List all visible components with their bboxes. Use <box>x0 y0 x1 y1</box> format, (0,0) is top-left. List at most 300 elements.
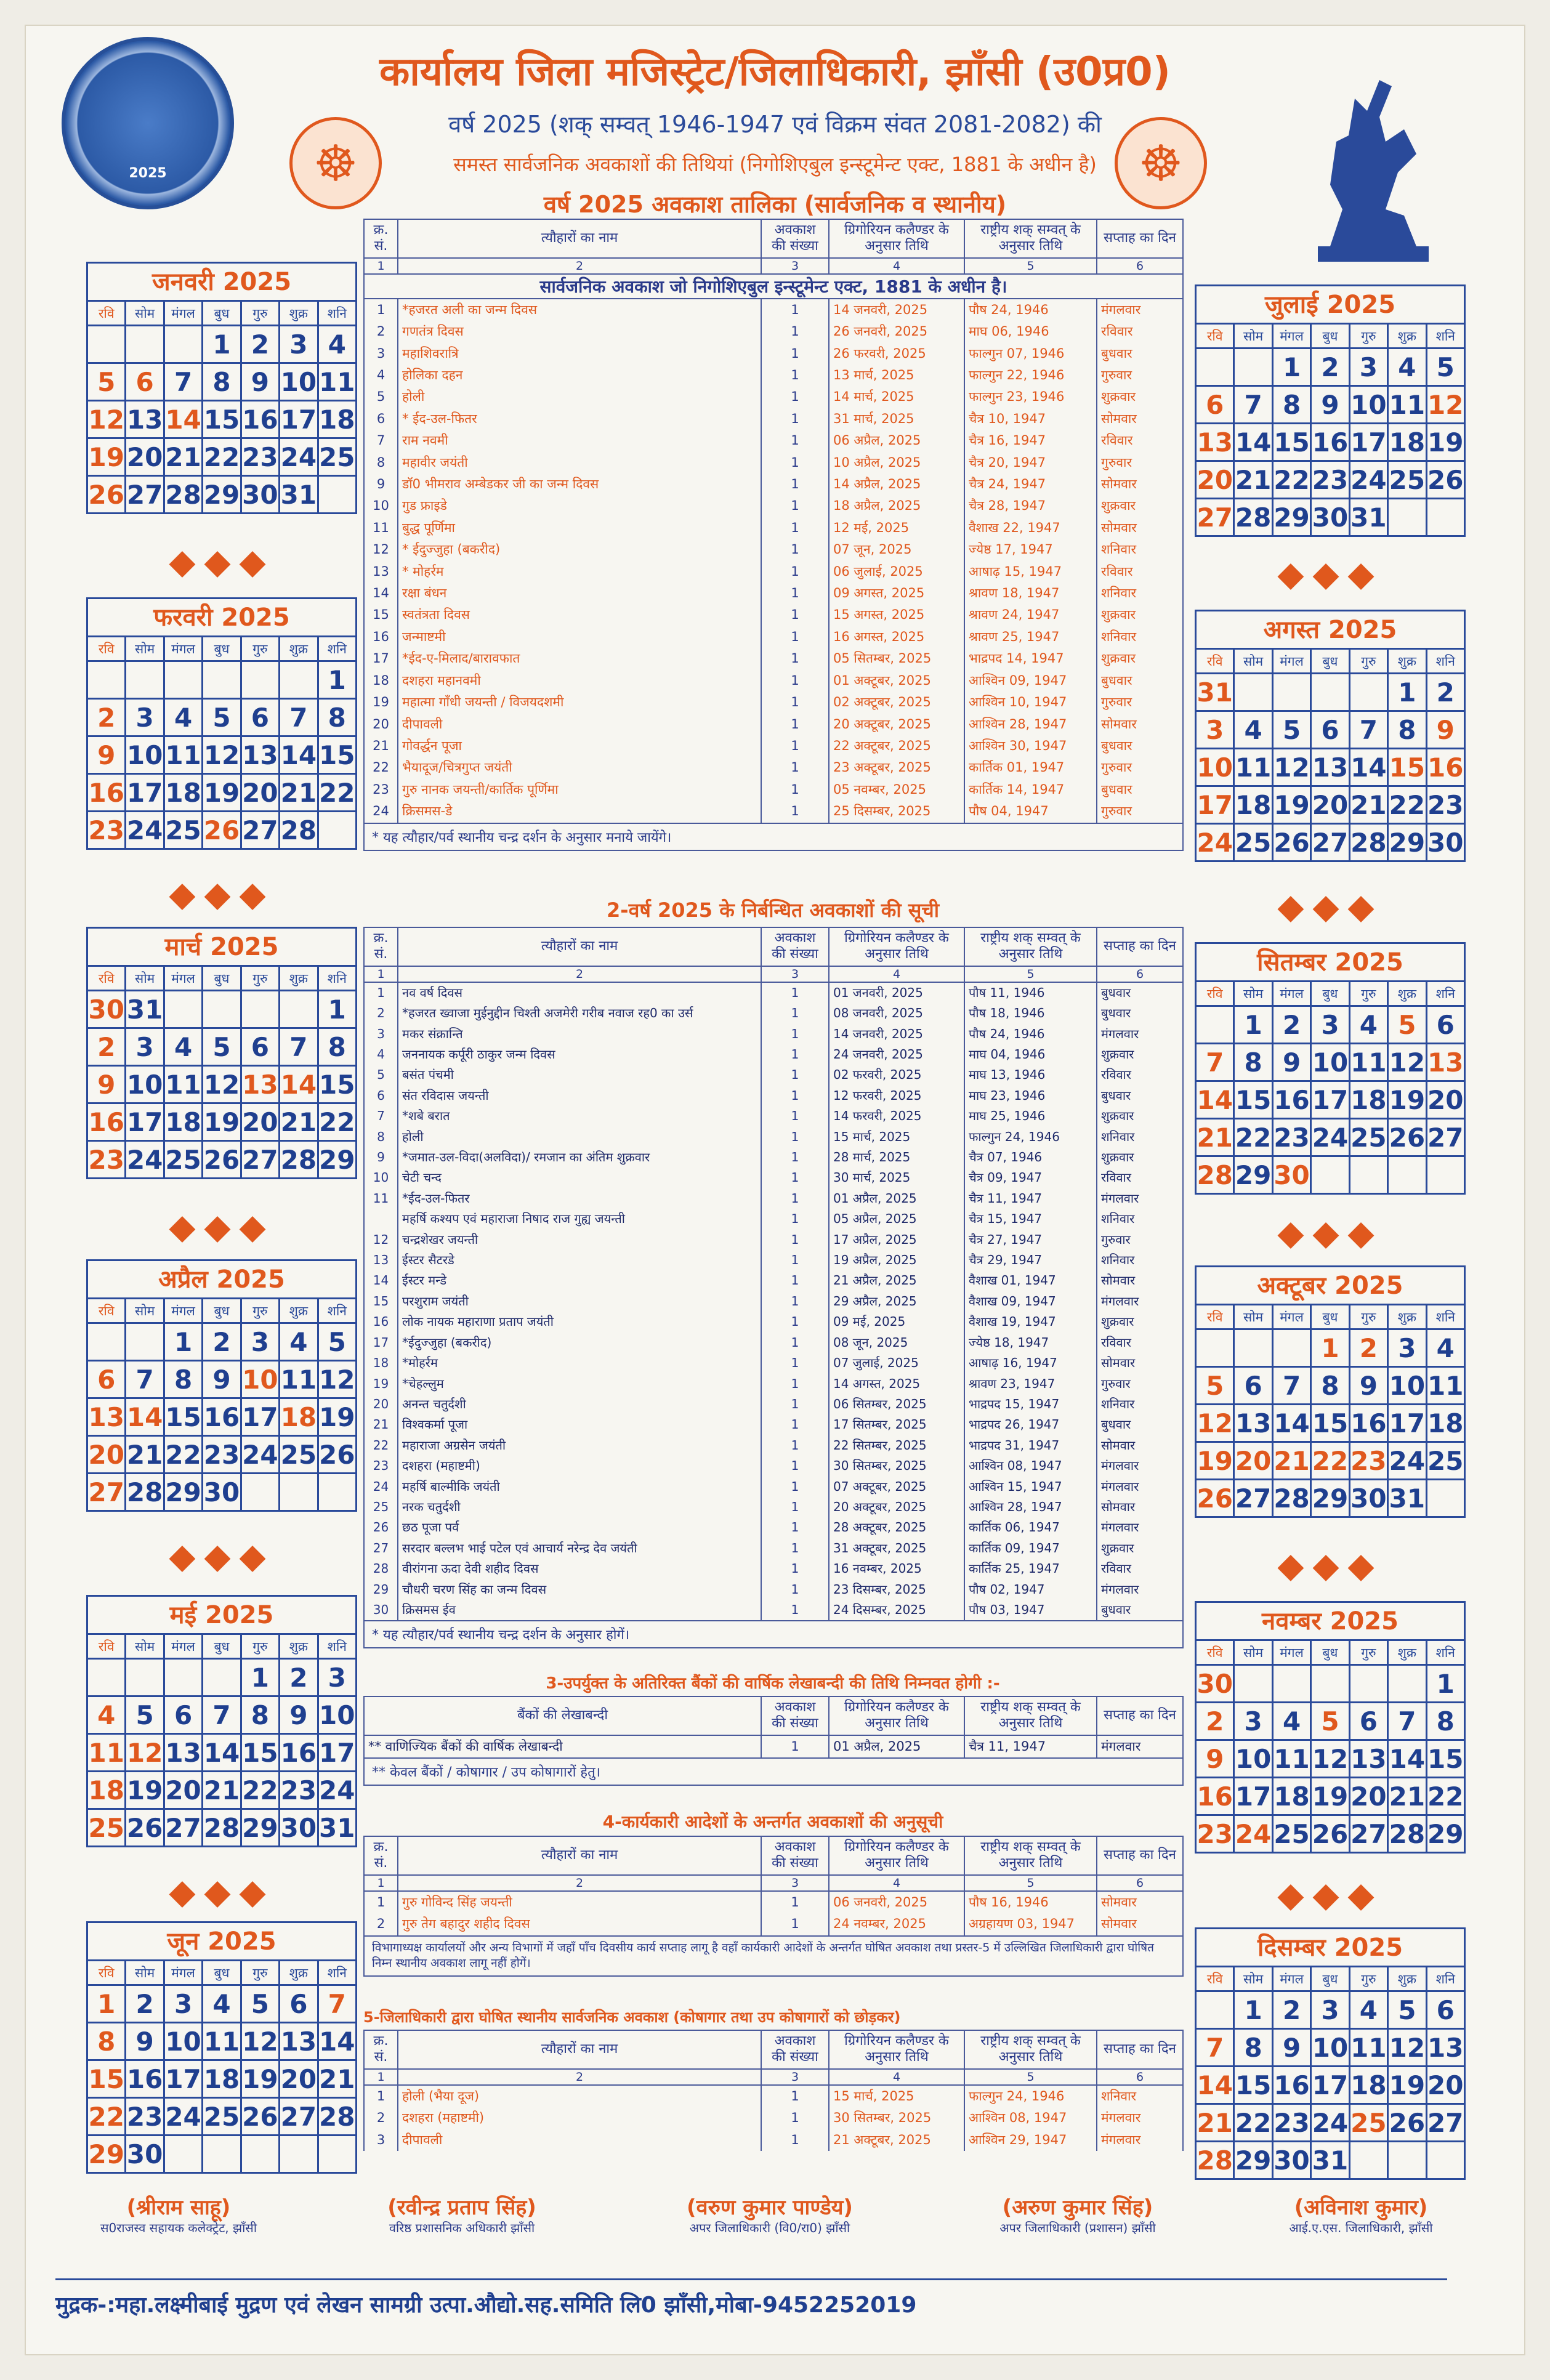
month-calendar <box>86 1259 357 1512</box>
table-row <box>364 430 1183 451</box>
col-header: ग्रिगोरियन कलैण्डर के अनुसार तिथि <box>829 927 964 966</box>
col-index: 2 <box>398 2069 761 2085</box>
calendar-day: 31 <box>1388 1480 1426 1517</box>
table-cell: 02 फरवरी, 2025 <box>829 1065 964 1085</box>
calendar-day: 1 <box>241 1659 279 1696</box>
table-cell: 26 जनवरी, 2025 <box>829 321 964 342</box>
calendar-day: 31 <box>126 991 164 1028</box>
diamond-ornament-icon: ◆◆◆ <box>1277 887 1383 927</box>
table-cell: 10 <box>364 495 398 517</box>
table-cell: 1 <box>761 1394 829 1414</box>
signatory-name: (रवीन्द्र प्रताप सिंह) <box>387 2195 536 2220</box>
table-cell: गुड फ्राइडे <box>398 495 761 517</box>
calendar-day: 3 <box>1311 1006 1349 1044</box>
calendar-day: 5 <box>1388 1006 1426 1044</box>
col-header: राष्ट्रीय शक् सम्वत् के अनुसार तिथि <box>964 219 1097 258</box>
calendar-day: 17 <box>1311 1081 1349 1119</box>
table-cell: 22 सितम्बर, 2025 <box>829 1435 964 1456</box>
calendar-day: 5 <box>126 1696 164 1734</box>
table-cell: 2 <box>364 2107 398 2129</box>
signatory <box>49 2192 308 2236</box>
table-cell: 1 <box>761 1147 829 1168</box>
calendar-day: 11 <box>1234 749 1272 786</box>
table-cell: फाल्गुन 24, 1946 <box>964 2085 1097 2107</box>
calendar-day: 4 <box>280 1323 318 1361</box>
calendar-day <box>1388 1665 1426 1703</box>
calendar-day: 10 <box>318 1696 356 1734</box>
table-cell: मंगलवार <box>1097 2129 1183 2151</box>
calendar-day: 20 <box>241 774 279 812</box>
weekday-label: गुरु <box>1349 1967 1387 1991</box>
calendar-day: 1 <box>318 661 356 699</box>
calendar-day: 11 <box>1349 2029 1387 2067</box>
table-cell: शुक्रवार <box>1097 1538 1183 1559</box>
table-cell: फाल्गुन 23, 1946 <box>964 386 1097 408</box>
calendar-day: 19 <box>1388 1081 1426 1119</box>
table-cell: पौष 16, 1946 <box>964 1891 1097 1913</box>
calendar-day <box>280 991 318 1028</box>
calendar-day <box>1388 2142 1426 2179</box>
table-cell: 23 अक्टूबर, 2025 <box>829 757 964 778</box>
calendar-day: 1 <box>164 1323 202 1361</box>
calendar-day: 2 <box>280 1659 318 1696</box>
calendar-day: 7 <box>164 363 202 401</box>
calendar-day <box>87 326 126 363</box>
table-cell: महर्षि बाल्मीकि जयंती <box>398 1477 761 1497</box>
table-cell: 5 <box>364 1065 398 1085</box>
calendar-day: 8 <box>318 699 356 736</box>
table-cell: गुरुवार <box>1097 365 1183 386</box>
weekday-label: बुध <box>1311 649 1349 674</box>
table-cell: 29 अप्रैल, 2025 <box>829 1291 964 1312</box>
table-cell: 14 फरवरी, 2025 <box>829 1106 964 1126</box>
weekday-label: मंगल <box>164 966 202 991</box>
calendar-day: 28 <box>164 476 202 514</box>
table-cell: 1 <box>761 1127 829 1147</box>
table-cell: गुरुवार <box>1097 801 1183 823</box>
table-cell: 1 <box>364 1891 398 1913</box>
table-cell: 2 <box>364 1003 398 1023</box>
table-cell: गुरु तेग बहादुर शहीद दिवस <box>398 1913 761 1935</box>
calendar-day: 6 <box>1426 1991 1464 2029</box>
weekday-label: मंगल <box>1272 1640 1310 1665</box>
calendar-day: 28 <box>280 1141 318 1179</box>
calendar-day: 13 <box>126 401 164 438</box>
table-row <box>364 1394 1183 1414</box>
calendar-day: 2 <box>1196 1703 1234 1740</box>
table-cell: 20 अक्टूबर, 2025 <box>829 1497 964 1517</box>
col-index: 6 <box>1097 966 1183 982</box>
diamond-ornament-icon: ◆◆◆ <box>169 1872 275 1912</box>
table-row <box>364 1188 1183 1209</box>
table-cell: जननायक कर्पूरी ठाकुर जन्म दिवस <box>398 1044 761 1065</box>
table-cell: भाद्रपद 31, 1947 <box>964 1435 1097 1456</box>
calendar-day: 25 <box>1426 1442 1464 1480</box>
calendar-day: 20 <box>1196 461 1234 499</box>
table-row <box>364 1003 1183 1023</box>
table-row <box>364 1147 1183 1168</box>
calendar-day <box>241 1474 279 1511</box>
col-header: ग्रिगोरियन कलैण्डर के अनुसार तिथि <box>829 219 964 258</box>
table-cell: चैत्र 20, 1947 <box>964 452 1097 474</box>
calendar-day: 12 <box>1196 1405 1234 1442</box>
calendar-day: 1 <box>1388 674 1426 711</box>
calendar-day: 9 <box>280 1696 318 1734</box>
table-cell: 10 <box>364 1168 398 1188</box>
table-cell: रविवार <box>1097 1065 1183 1085</box>
calendar-day <box>164 661 202 699</box>
act-subtitle: समस्त सार्वजनिक अवकाशों की तिथियां (निगोशिएबुल इन्स्टूमेन्ट एक्ट, 1881 के अधीन है) <box>453 153 1097 176</box>
table-cell: पौष 24, 1946 <box>964 1024 1097 1044</box>
table-cell: होली (भैया दूज) <box>398 2085 761 2107</box>
calendar-day <box>1388 1156 1426 1194</box>
table-cell: 28 अक्टूबर, 2025 <box>829 1517 964 1538</box>
calendar-day: 5 <box>1311 1703 1349 1740</box>
table-row <box>364 1538 1183 1559</box>
table-cell: 14 जनवरी, 2025 <box>829 1024 964 1044</box>
table-cell: 1 <box>761 343 829 365</box>
calendar-day: 29 <box>1234 2142 1272 2179</box>
calendar-day: 13 <box>87 1398 126 1436</box>
table-cell: *जमात-उल-विदा(अलविदा)/ रमजान का अंतिम शुक्रवार <box>398 1147 761 1168</box>
calendar-day: 25 <box>1234 824 1272 861</box>
table-cell: शुक्रवार <box>1097 495 1183 517</box>
table-cell: वैशाख 09, 1947 <box>964 1291 1097 1312</box>
table-cell: 1 <box>761 1188 829 1209</box>
calendar-day: 29 <box>1234 1156 1272 1194</box>
calendar-day: 14 <box>280 736 318 774</box>
calendar-day <box>1234 1665 1272 1703</box>
table-cell: पौष 11, 1946 <box>964 982 1097 1003</box>
table-row <box>364 1044 1183 1065</box>
table-cell: 1 <box>761 1044 829 1065</box>
table-cell: 23 <box>364 779 398 801</box>
table-cell: 1 <box>761 408 829 430</box>
table-cell: 1 <box>761 299 829 321</box>
calendar-day <box>318 476 356 514</box>
calendar-day: 7 <box>203 1696 241 1734</box>
calendar-day: 14 <box>318 2023 356 2060</box>
table-cell: 1 <box>761 495 829 517</box>
calendar-day: 4 <box>1349 1006 1387 1044</box>
table-cell: 27 <box>364 1538 398 1559</box>
calendar-day: 6 <box>1426 1006 1464 1044</box>
table-cell: 07 जुलाई, 2025 <box>829 1353 964 1373</box>
table-cell: बुधवार <box>1097 1600 1183 1621</box>
calendar-day: 30 <box>280 1809 318 1847</box>
table-cell: 21 <box>364 1414 398 1435</box>
calendar-day: 9 <box>203 1361 241 1398</box>
calendar-day: 13 <box>241 1066 279 1103</box>
calendar-day: 5 <box>87 363 126 401</box>
weekday-label: शुक्र <box>280 301 318 326</box>
table-cell: *ईद-उल-फितर <box>398 1188 761 1209</box>
calendar-day: 10 <box>164 2023 202 2060</box>
calendar-day: 5 <box>203 699 241 736</box>
table-cell: 24 जनवरी, 2025 <box>829 1044 964 1065</box>
calendar-day: 27 <box>1426 2104 1464 2142</box>
table-cell: मंगलवार <box>1097 1735 1183 1758</box>
table-cell: 8 <box>364 452 398 474</box>
calendar-day: 1 <box>1234 1991 1272 2029</box>
calendar-day: 15 <box>1234 1081 1272 1119</box>
calendar-day: 17 <box>1311 2067 1349 2104</box>
weekday-label: सोम <box>126 1299 164 1323</box>
public-holiday-table <box>363 219 1182 851</box>
table-cell: 5 <box>364 386 398 408</box>
calendar-day: 23 <box>1349 1442 1387 1480</box>
table-cell: 16 अगस्त, 2025 <box>829 626 964 648</box>
signatory-designation: स0राजस्व सहायक कलेक्ट्रेट, झाँसी <box>100 2221 257 2235</box>
calendar-day: 28 <box>1196 1156 1234 1194</box>
calendar-day: 14 <box>164 401 202 438</box>
table-cell: 1 <box>761 1270 829 1291</box>
calendar-day: 25 <box>1272 1815 1310 1853</box>
calendar-day: 24 <box>1311 1119 1349 1156</box>
calendar-day: 7 <box>126 1361 164 1398</box>
table-row <box>364 1127 1183 1147</box>
weekday-label: सोम <box>1234 324 1272 349</box>
calendar-day: 11 <box>1426 1367 1464 1405</box>
col-header: त्यौहारों का नाम <box>398 2030 761 2069</box>
calendar-day: 15 <box>203 401 241 438</box>
calendar-day: 21 <box>1349 786 1387 824</box>
calendar-day: 19 <box>87 438 126 476</box>
table-cell: 9 <box>364 1147 398 1168</box>
calendar-day: 21 <box>280 1103 318 1141</box>
section-title: 3-उपर्युक्त के अतिरिक्त बैंकों की वार्षिक लेखाबन्दी की तिथि निम्नवत होगी :- <box>546 1674 1000 1693</box>
calendar-day: 8 <box>1272 386 1310 424</box>
table-cell: मंगलवार <box>1097 1579 1183 1600</box>
table-cell: 1 <box>761 1913 829 1935</box>
calendar-day: 6 <box>164 1696 202 1734</box>
bank-closing-table <box>363 1669 1182 1786</box>
month-title: अप्रैल 2025 <box>86 1259 357 1297</box>
footnote: * यह त्यौहार/पर्व स्थानीय चन्द्र दर्शन के अनुसार मनाये जायेंगे। <box>364 823 1183 850</box>
calendar-day: 1 <box>203 326 241 363</box>
calendar-day: 29 <box>1311 1480 1349 1517</box>
col-header: त्यौहारों का नाम <box>398 927 761 966</box>
calendar-day: 27 <box>87 1474 126 1511</box>
month-title: जुलाई 2025 <box>1195 284 1466 323</box>
calendar-day: 15 <box>1234 2067 1272 2104</box>
calendar-day: 22 <box>1272 461 1310 499</box>
calendar-day: 18 <box>280 1398 318 1436</box>
calendar-day <box>241 991 279 1028</box>
calendar-day: 3 <box>1388 1329 1426 1367</box>
calendar-day: 27 <box>164 1809 202 1847</box>
table-cell: माघ 13, 1946 <box>964 1065 1097 1085</box>
calendar-day: 30 <box>1272 2142 1310 2179</box>
table-cell: आश्विन 28, 1947 <box>964 1497 1097 1517</box>
table-row <box>364 1414 1183 1435</box>
table-cell: 1 <box>761 2129 829 2151</box>
calendar-day: 5 <box>203 1028 241 1066</box>
calendar-day: 13 <box>1426 1044 1464 1081</box>
calendar-day: 9 <box>87 736 126 774</box>
table-cell: 01 अप्रैल, 2025 <box>829 1735 964 1758</box>
table-row <box>364 495 1183 517</box>
table-cell: आषाढ़ 16, 1947 <box>964 1353 1097 1373</box>
table-cell: रविवार <box>1097 561 1183 583</box>
calendar-day <box>203 991 241 1028</box>
calendar-day: 24 <box>1196 824 1234 861</box>
footnote: विभागाध्यक्ष कार्यालयों और अन्य विभागों में जहाँ पाँच दिवसीय कार्य सप्ताह लागू है वहाँ कार्यकारी आदेशों के अन्तर्गत घोषित अवकाश तथा प्रस्तर-5 में उल्लिखित जिलाधिकारी द्वारा घोषित निम्न स्थानीय अवकाश लागू नहीं होगें। <box>364 1936 1183 1976</box>
calendar-day: 16 <box>280 1734 318 1772</box>
table-cell: 12 <box>364 539 398 560</box>
table-cell: 30 सितम्बर, 2025 <box>829 1456 964 1476</box>
table-cell: 06 जुलाई, 2025 <box>829 561 964 583</box>
col-index: 1 <box>364 2069 398 2085</box>
weekday-label: मंगल <box>164 301 202 326</box>
calendar-day: 19 <box>203 1103 241 1141</box>
table-cell: 12 फरवरी, 2025 <box>829 1086 964 1106</box>
table-cell: चैत्र 24, 1947 <box>964 474 1097 495</box>
calendar-day: 4 <box>318 326 356 363</box>
table-cell: चैत्र 11, 1947 <box>964 1188 1097 1209</box>
calendar-day: 16 <box>1196 1778 1234 1815</box>
col-header: त्यौहारों का नाम <box>398 1836 761 1875</box>
calendar-day: 12 <box>203 736 241 774</box>
calendar-day: 9 <box>1426 711 1464 749</box>
table-cell: 10 अप्रैल, 2025 <box>829 452 964 474</box>
calendar-day: 14 <box>1272 1405 1310 1442</box>
calendar-day: 29 <box>1272 499 1310 536</box>
weekday-label: सोम <box>126 637 164 661</box>
table-cell: 1 <box>761 1168 829 1188</box>
calendar-day: 18 <box>318 401 356 438</box>
signatory <box>640 2192 899 2236</box>
table-cell: पौष 02, 1947 <box>964 1579 1097 1600</box>
weekday-label: बुध <box>1311 1640 1349 1665</box>
table-cell: बुधवार <box>1097 982 1183 1003</box>
calendar-day: 27 <box>241 812 279 849</box>
weekday-label: सोम <box>1234 982 1272 1006</box>
month-calendar <box>86 1595 357 1847</box>
table-cell: 19 <box>364 1374 398 1394</box>
calendar-day: 29 <box>203 476 241 514</box>
table-cell: डॉ0 भीमराव अम्बेडकर जी का जन्म दिवस <box>398 474 761 495</box>
calendar-day: 18 <box>1349 1081 1387 1119</box>
weekday-label: मंगल <box>164 1961 202 1985</box>
calendar-day: 7 <box>318 1985 356 2023</box>
printer-footer: मुद्रक-:महा.लक्ष्मीबाई मुद्रण एवं लेखन सामग्री उत्पा.औद्यो.सह.समिति लि0 झाँसी,मोबा-9452252019 <box>55 2278 1447 2319</box>
table-cell: 24 <box>364 1477 398 1497</box>
table-cell: श्रावण 24, 1947 <box>964 604 1097 626</box>
calendar-day: 16 <box>126 2060 164 2098</box>
calendar-day <box>1272 1329 1310 1367</box>
table-row <box>364 604 1183 626</box>
signatory-name: (श्रीराम साहू) <box>126 2195 231 2220</box>
table-cell: 25 दिसम्बर, 2025 <box>829 801 964 823</box>
calendar-day: 8 <box>1426 1703 1464 1740</box>
calendar-day: 2 <box>241 326 279 363</box>
table-cell: 01 जनवरी, 2025 <box>829 982 964 1003</box>
table-cell: शनिवार <box>1097 2085 1183 2107</box>
table-cell: 9 <box>364 474 398 495</box>
col-index: 5 <box>964 2069 1097 2085</box>
table-cell: गणतंत्र दिवस <box>398 321 761 342</box>
table-cell: आश्विन 29, 1947 <box>964 2129 1097 2151</box>
calendar-day: 31 <box>1311 2142 1349 2179</box>
footnote: * यह त्यौहार/पर्व स्थानीय चन्द्र दर्शन के अनुसार होगें। <box>364 1621 1183 1648</box>
calendar-day: 30 <box>1311 499 1349 536</box>
calendar-day: 28 <box>1272 1480 1310 1517</box>
calendar-day: 6 <box>1196 386 1234 424</box>
table-cell: नरक चतुर्दशी <box>398 1497 761 1517</box>
table-row <box>364 517 1183 539</box>
calendar-day: 11 <box>87 1734 126 1772</box>
month-calendar <box>86 597 357 850</box>
table-cell: 24 दिसम्बर, 2025 <box>829 1600 964 1621</box>
table-row <box>364 779 1183 801</box>
table-row <box>364 1353 1183 1373</box>
table-cell: 3 <box>364 343 398 365</box>
section-title: सार्वजनिक अवकाश जो निगोशिएबुल इन्स्टूमेन्ट एक्ट, 1881 के अधीन है। <box>364 274 1183 299</box>
calendar-day: 5 <box>1272 711 1310 749</box>
table-cell: 1 <box>761 1003 829 1023</box>
table-cell: विश्वकर्मा पूजा <box>398 1414 761 1435</box>
weekday-label: रवि <box>1196 1305 1234 1329</box>
signatory <box>333 2192 591 2236</box>
table-cell: 1 <box>761 1517 829 1538</box>
table-cell: 07 अक्टूबर, 2025 <box>829 1477 964 1497</box>
calendar-day: 5 <box>1426 349 1464 386</box>
table-row <box>364 2129 1183 2151</box>
calendar-day: 23 <box>1196 1815 1234 1853</box>
calendar-day: 25 <box>1388 461 1426 499</box>
calendar-day: 26 <box>203 812 241 849</box>
calendar-day: 24 <box>126 812 164 849</box>
calendar-day <box>1196 349 1234 386</box>
calendar-day: 16 <box>1272 1081 1310 1119</box>
signatory <box>1232 2192 1490 2236</box>
calendar-day: 23 <box>87 1141 126 1179</box>
table-cell: चैत्र 27, 1947 <box>964 1230 1097 1250</box>
footnote: ** केवल बैंकों / कोषागार / उप कोषागारों हेतु। <box>364 1758 1183 1785</box>
calendar-day: 26 <box>318 1436 356 1474</box>
table-cell: गुरुवार <box>1097 692 1183 713</box>
table-cell: मंगलवार <box>1097 1188 1183 1209</box>
col-index: 6 <box>1097 258 1183 274</box>
table-cell: 4 <box>364 365 398 386</box>
calendar-day: 11 <box>1388 386 1426 424</box>
table-cell: अनन्त चतुर्दशी <box>398 1394 761 1414</box>
calendar-day: 12 <box>1272 749 1310 786</box>
table-cell: 1 <box>761 757 829 778</box>
table-cell: *मोहर्रम <box>398 1353 761 1373</box>
table-row <box>364 1374 1183 1394</box>
calendar-day: 21 <box>1234 461 1272 499</box>
table-cell: 1 <box>761 779 829 801</box>
table-cell: 3 <box>364 1024 398 1044</box>
table-cell: अग्रहायण 03, 1947 <box>964 1913 1097 1935</box>
table-cell: बुधवार <box>1097 670 1183 692</box>
calendar-day: 27 <box>126 476 164 514</box>
table-cell: 05 अप्रैल, 2025 <box>829 1209 964 1229</box>
table-row <box>364 1312 1183 1332</box>
table-cell: कार्तिक 01, 1947 <box>964 757 1097 778</box>
month-calendar <box>86 1921 357 2174</box>
calendar-day: 17 <box>126 774 164 812</box>
month-calendar <box>1195 1265 1466 1518</box>
calendar-day <box>1311 1156 1349 1194</box>
col-index: 6 <box>1097 1875 1183 1891</box>
calendar-day <box>1234 1329 1272 1367</box>
table-cell: बसंत पंचमी <box>398 1065 761 1085</box>
table-cell: 20 <box>364 1394 398 1414</box>
calendar-day: 19 <box>241 2060 279 2098</box>
